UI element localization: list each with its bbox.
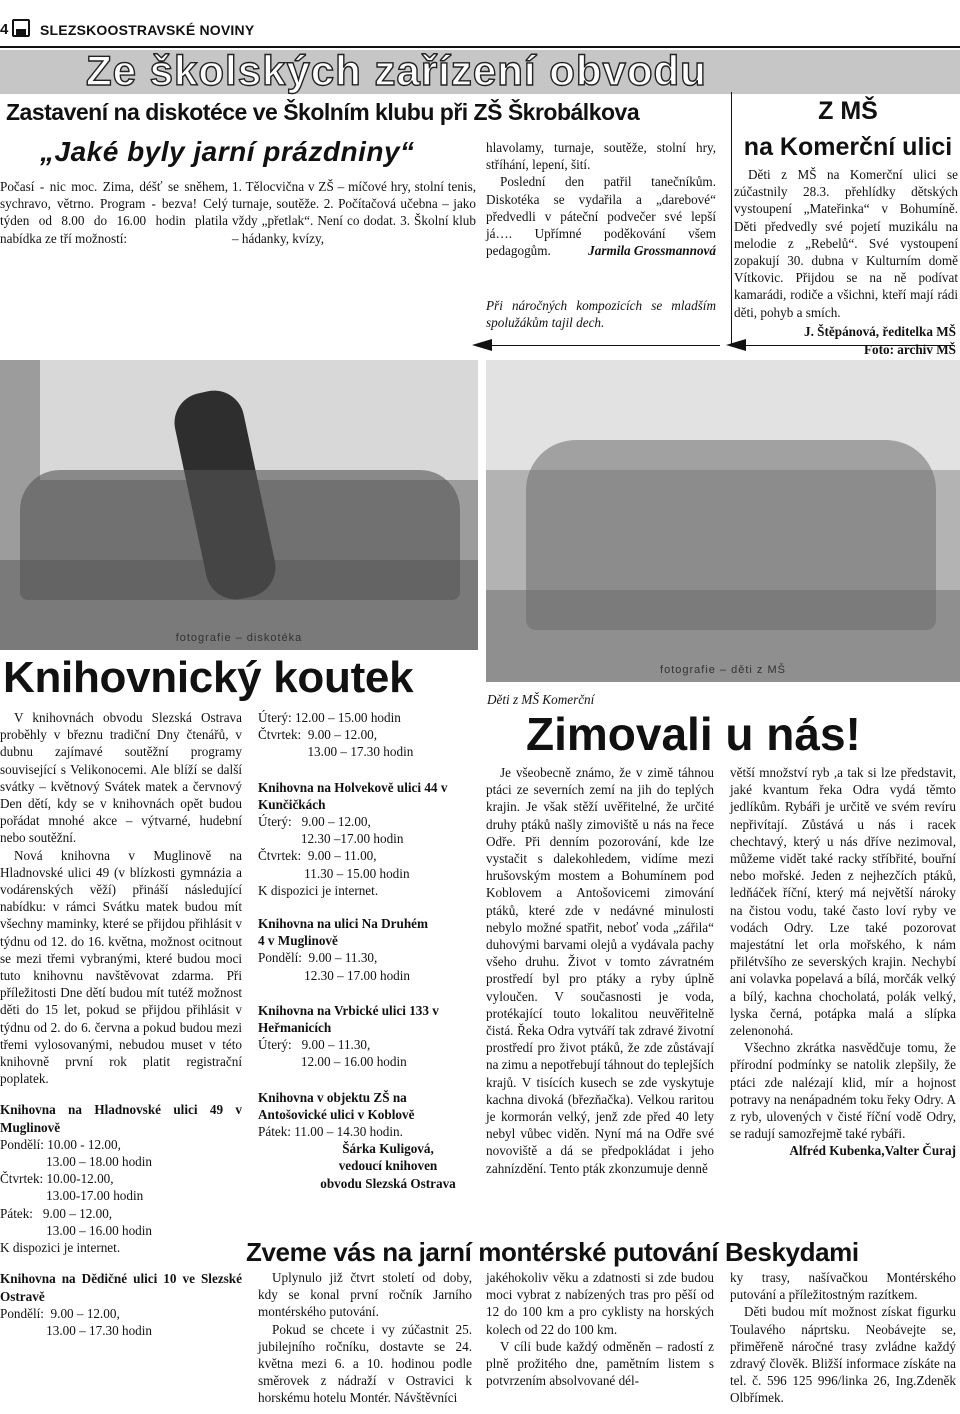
winter-col2-p1: větší množství ryb ,a tak si lze představit, jaké kvantum řeka Odra vydá těmto jedlíkům. Rybáři je určitě ve svém revíru nepřivítají. Zůstává u nás i racek chechtavý, který u nás dříve nezimoval, můžeme vidět také racky stříbřité, bouřní nebo mořské. Jeden z nejhezčích ptáků, ledňáček říční, který má největší nároky na čistou vodu, také často loví ryby ve vodách Odry. Lze také pozorovat majestátní let orla mořského, k nám přilétvšího ze severských krajin. Nechybí ani volavka popelavá a bílá, morčák velký a bílý, kachna chocholatá, polák velký, lyska černá, potápka malá a slípka zelenonohá. [730, 765, 956, 1039]
hours-line: Pátek: 11.00 – 14.30 hodin. [258, 1124, 403, 1140]
ms-author: J. Štěpánová, ředitelka MŠ [803, 324, 956, 339]
library-1-hours-cont [258, 709, 478, 761]
banner-title: Ze školských zařízení obvodu [86, 47, 707, 94]
library-3-title: Knihovna na Holvekově ulici 44 v Kunčičkách [258, 779, 448, 812]
hours-line: 13.00 – 16.00 hodin [0, 1222, 153, 1238]
winter-col2-p2: Všechno zkrátka nasvědčuje tomu, že přírodní podmínky se natolik zlepšily, že ptáci zde nalézají klid, mír a hojnost potravy na nenápadném toku řeky Odry. A z ryb, ulovených v čisté říční vodě Odry, se radují samozřejmě také rybáři. [730, 1040, 956, 1142]
hours-line: 13.00-17.00 hodin [0, 1188, 144, 1204]
library-p1: V knihovnách obvodu Slezská Ostrava proběhly v březnu tradiční Dny čtenářů, v dubnu zajímavé soutěžní programy související s Velikonocemi. Ale blíží se další svátky – květnový Svátek matek a červnový Den dětí, kdy se v knihovnách opět budou pořádat mnohé akce – výtvarné, hudební nebo soutěžní. [0, 710, 242, 846]
beskydy-col1-p2: Pokud se chcete i vy zúčastnit 25. jubilejního ročníku, dostavte se 24. května mezi 6. a 10. hodinou podle směrovek z nádraží v Ostravici k horskému hotelu Montér. Návštěvníci [258, 1321, 472, 1406]
disco-column-2: 1. Tělocvična v ZŠ – míčové hry, stolní tenis, turnaje, soutěže. 2. Počítačová učebna – jako vždy „přetlak“. Není co dodat. 3. Školní klub – hádanky, kvízy, [232, 179, 476, 246]
library-5-hours [258, 1036, 478, 1070]
disco-photo-label: fotografie – diskotéka [175, 632, 303, 644]
beskydy-col2-p2: V cíli bude každý odměněn – radostí z plně prožitého dne, pamětním listem s potvrzením absolvované dél- [486, 1338, 714, 1389]
hours-line: 13.00 – 18.00 hodin [0, 1154, 153, 1170]
hours-line: 13.00 – 17.30 hodin [258, 744, 414, 760]
newspaper-logo-icon [12, 19, 30, 37]
page-number: 4 [0, 21, 9, 38]
winter-headline: Zimovali u nás! [526, 708, 861, 760]
library-3-hours [258, 813, 478, 899]
hours-line: Pondělí: 9.00 – 11.30, [258, 950, 378, 966]
hours-line: Čtvrtek: 9.00 – 11.00, [258, 848, 377, 864]
beskydy-col3-p2: Děti budou mít možnost získat figurku Toulavého náprtsku. Neobávejte se, přiměřeně náročné trasy zvládne každý zdravý člověk. Bližší informace získáte na tel. č. 596 125 996/linka 26, Ing.Zdeněk Olbřímek. [730, 1304, 956, 1406]
column-divider [731, 92, 732, 344]
beskydy-col3-p1: ky trasy, našívačkou Montérského putování a příležitostným razítkem. [730, 1270, 956, 1303]
ms-headline-1: Z MŠ [818, 97, 878, 125]
signature-line: Šárka Kuligová, [342, 1141, 434, 1157]
hours-line: 12.30 –17.00 hodin [258, 831, 404, 847]
library-2-title: Knihovna na Dědičné ulici 10 ve Slezské Ostravě [0, 1271, 242, 1304]
disco-photo [0, 360, 478, 650]
hours-line: Úterý: 12.00 – 15.00 hodin [258, 710, 401, 725]
disco-col3-p2: Poslední den patřil tanečníkům. Diskotéka se vydařila a „darebové“ předvedli v páteční podvečer své lepší já…. Upřímné poděkování všem pedagogům. [486, 174, 716, 259]
library-p2: Nová knihovna v Muglinově na Hladnovské ulici 49 (v blízkosti gymnázia a vodárenských věží) přináší následující nabídku: v rámci Svátku matek budou mít všechny maminky, které se přijdou přihlásit v týdnu od 12. do 16. května, možnost ocitnout se mezi třemi vybranými, které budou moci tuto knihovnu navštěvovat zdarma. Při příležitosti Dne dětí budou mít tutéž možnost děti do 15 let, pokud se přijdou přihlásit v týdnu od 2. do 6. června a pokud budou mezi třemi vylosovanými, nebudou muset v této knihovně první rok platit registrační poplatek. [0, 847, 242, 1087]
hours-line: K dispozici je internet. [0, 1240, 121, 1256]
caption-arrow-line [490, 345, 720, 346]
disco-photo-wall [40, 360, 478, 480]
library-headline: Knihovnický koutek [3, 653, 414, 702]
beskydy-headline: Zveme vás na jarní montérské putování Beskydami [246, 1237, 859, 1267]
hours-line: Pátek: 9.00 – 12.00, [0, 1205, 113, 1221]
winter-column-2 [730, 764, 956, 1160]
beskydy-column-2 [486, 1269, 714, 1389]
beskydy-column-1 [258, 1269, 472, 1407]
hours-line: Úterý: 9.00 – 12.00, [258, 814, 371, 830]
library-signature [298, 1140, 478, 1192]
disco-photo-crowd [20, 470, 460, 600]
ms-headline-2: na Komerční ulici [743, 133, 953, 161]
disco-author: Jarmila Grossmannová [588, 243, 716, 259]
library-2-hours [0, 1305, 242, 1339]
hours-line: Čtvrtek: 9.00 – 12.00, [258, 727, 378, 743]
library-1-hours [0, 1136, 242, 1256]
newspaper-name: SLEZSKOOSTRAVSKÉ NOVINY [40, 22, 255, 38]
disco-column-3 [486, 139, 716, 260]
disco-col3-p1: hlavolamy, turnaje, soutěže, stolní hry, stříhání, lepení, šití. [486, 140, 716, 173]
hours-line: 11.30 – 15.00 hodin [258, 865, 410, 881]
library-column-2 [258, 709, 478, 1192]
winter-column-1: Je všeobecně známo, že v zimě táhnou ptáci ze severních zemí na jih do teplých krajin. Je však stěží uvěřitelné, že určité druhy ptáků našly zimoviště u nás na řece Odře. Při denním pozorování, kde lze vystačit s dalekohledem, vidíme mezi hrušovským mostem a Bohumínem pod Koblovem a Antošovicemi zimování ptáků, které zde v nedávné minulosti nebylo možné spatřit, neboť voda „zářila“ duhovými barvami olejů a vydávala pachy všeho druhu. Život v tomto závratném prostředí byl pro ptáky a ryby úplně vyloučen. V současnosti je voda, protékající touto lokalitou neuvěřitelně čistá. Řeka Odra vytváří tak zdravé životní prostředí pro život ptáků, že zde zůstávají na zimu a nepotřebují táhnout do teplejších krajů. V tisících kusech se zde vyskytuje kachna divoká (březňačka). Velkou raritou je kormorán velký, jenž zde před 40 lety nebyl vůbec viděn. Nyní má na Odře své novoviště a dá se předpokládat i jeho zahnízdění. Tento pták zkonzumuje denně [486, 765, 714, 1176]
signature-line: obvodu Slezská Ostrava [320, 1175, 456, 1191]
ms-body: Děti z MŠ na Komerční ulici se zúčastnily 28.3. přehlídky dětských vystoupení „Mateřinka“ v Bohumíně. Děti předvedly své pojetí muzikálu na melodie z „Rebelů“. Své vystoupení zopakují 30. dubna v Kulturním domě Vítkovic. Přijdou se na ně podívat kamarádi, rodiče a všichni, kteří mají rádi děti, pohyb a smích. [734, 167, 958, 320]
disco-headline: Zastavení na diskotéce ve Školním klubu při ZŠ Škrobálkova [6, 99, 640, 125]
library-5-title: Knihovna na Vrbické ulici 133 v Heřmanicích [258, 1002, 439, 1036]
library-4-hours [258, 949, 478, 983]
hours-line: K dispozici je internet. [258, 882, 379, 898]
hours-line: 13.00 – 17.30 hodin [0, 1322, 153, 1338]
beskydy-column-3 [730, 1269, 956, 1407]
hours-line: Čtvrtek: 10.00-12.00, [0, 1171, 114, 1187]
hours-line: 12.30 – 17.00 hodin [258, 967, 411, 983]
caption-arrow-icon [472, 339, 492, 351]
library-1-title: Knihovna na Hladnovské ulici 49 v Muglinově [0, 1102, 242, 1135]
kg-photo-children [526, 440, 936, 630]
disco-column-1: Počasí - nic moc. Zima, déšť se sněhem, sychravo, větrno. Program - bezva! Celý týden od 8.00 do 16.00 hodin platila nabídka ze tří možností: [0, 179, 228, 246]
page-header [0, 14, 960, 48]
library-column-1 [0, 709, 242, 1339]
disco-photo-caption: Při náročných kompozicích se mladším spolužákům tajil dech. [486, 298, 716, 331]
library-4-title: Knihovna na ulici Na Druhém 4 v Muglinově [258, 916, 429, 949]
beskydy-col1-p1: Uplynulo již čtvrt století od doby, kdy se konal první ročník Jarního montérského putování. [258, 1270, 472, 1320]
section-banner [0, 47, 960, 94]
signature-line: vedoucí knihoven [338, 1158, 438, 1174]
disco-subheadline: „Jaké byly jarní prázdniny“ [40, 136, 415, 167]
kindergarten-photo [486, 360, 960, 682]
hours-line: 12.00 – 16.00 hodin [258, 1054, 407, 1070]
kg-photo-label: fotografie – děti z MŠ [660, 664, 786, 676]
winter-author: Alfréd Kubenka,Valter Čuraj [789, 1143, 956, 1159]
library-6-hours [258, 1123, 478, 1140]
hours-line: Pondělí: 9.00 – 12.00, [0, 1305, 120, 1321]
hours-line: Pondělí: 10.00 - 12.00, [0, 1136, 121, 1152]
beskydy-col2-p1: jakéhokoliv věku a zdatnosti si zde budou moci vybrat z nabízených tras pro pěší od 12 do 100 km a pro cyklisty na horských kolech od 22 do 100 km. [486, 1270, 714, 1337]
ms-photo-caption: Děti z MŠ Komerční [487, 692, 595, 707]
library-6-title: Knihovna v objektu ZŠ na Antošovické ulici v Koblově [258, 1089, 415, 1122]
hours-line: Úterý: 9.00 – 11.30, [258, 1037, 371, 1053]
ms-photo-credit: Foto: archiv MŠ [863, 342, 956, 357]
